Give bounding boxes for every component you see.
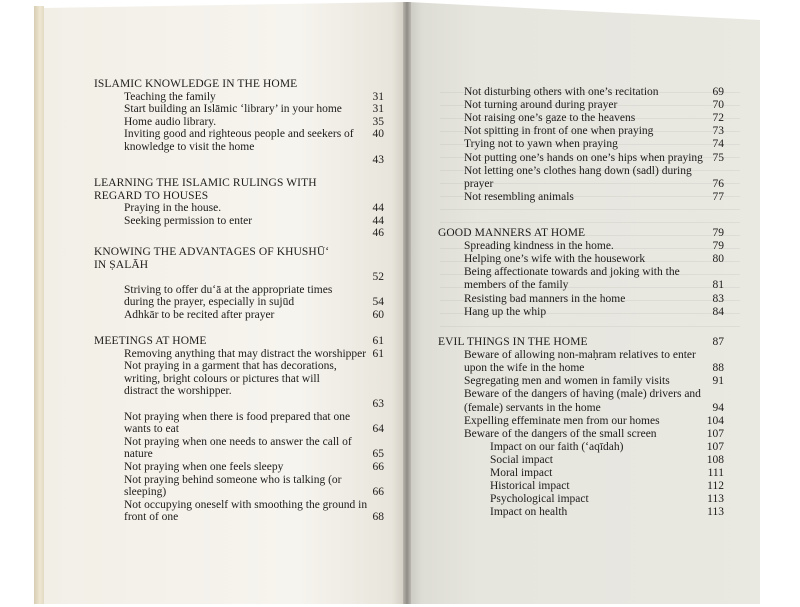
page-number: 88	[712, 362, 724, 375]
page-number: 61	[372, 347, 384, 360]
page-number: 61	[372, 335, 384, 347]
toc-entry: distract the worshipper.	[124, 385, 232, 398]
toc-entry: Being affectionate towards and joking with the	[464, 266, 680, 279]
page-number: 66	[372, 486, 384, 499]
toc-entry: Not letting one’s clothes hang down (sadl) during	[464, 164, 692, 177]
page-number: 74	[712, 138, 724, 151]
toc-entry: sleeping)	[124, 486, 167, 499]
toc-entry: Praying in the house.	[124, 202, 222, 215]
page-number: 52	[372, 271, 384, 284]
page-number: 35	[372, 115, 384, 128]
toc-sub-entry: Moral impact	[490, 467, 553, 479]
toc-entry: Not praying in a garment that has decorations,	[124, 360, 337, 373]
book-page-edges	[34, 6, 44, 604]
page-number: 75	[712, 151, 724, 164]
toc-entry: (female) servants in the home	[464, 401, 601, 414]
page-number: 111	[707, 467, 724, 479]
toc-entry: Not praying behind someone who is talking (or	[124, 473, 342, 486]
toc-entry: Segregating men and women in family visits	[464, 375, 670, 388]
toc-entry: upon the wife in the home	[464, 362, 585, 375]
page-number: 72	[712, 112, 724, 125]
page-number: 40	[372, 128, 384, 141]
toc-entry: Trying not to yawn when praying	[464, 138, 618, 151]
page-number: 81	[712, 279, 724, 292]
page-number: 76	[712, 177, 724, 190]
section-heading-cont: REGARD TO HOUSES	[94, 189, 209, 202]
page-number: 113	[707, 506, 724, 519]
page-number: 44	[372, 202, 384, 215]
toc-sub-entry: Psychological impact	[490, 493, 589, 506]
page-number: 91	[712, 375, 724, 388]
page-number: 68	[372, 511, 384, 524]
page-number: 69	[712, 86, 724, 98]
toc-entry: nature	[124, 448, 153, 461]
page-number: 46	[372, 227, 384, 240]
toc-entry: Beware of the dangers of the small screen	[464, 427, 657, 440]
page-number: 31	[372, 90, 384, 103]
toc-entry: Not praying when one needs to answer the call of	[124, 435, 352, 448]
page-number: 43	[372, 153, 384, 166]
toc-entry: Helping one’s wife with the housework	[464, 253, 646, 266]
section-heading: ISLAMIC KNOWLEDGE IN THE HOME	[94, 78, 298, 90]
toc-entry: Seeking permission to enter	[124, 214, 253, 227]
toc-entry: Expelling effeminate men from our homes	[464, 414, 660, 427]
section-heading: MEETINGS AT HOME	[94, 335, 207, 347]
page-number: 84	[712, 305, 724, 318]
toc-entry: Beware of the dangers of having (male) drivers and	[464, 388, 701, 401]
toc-entry: Striving to offer du‘ā at the appropriate times	[124, 283, 333, 296]
section-heading: EVIL THINGS IN THE HOME	[438, 336, 588, 348]
page-number: 104	[706, 414, 724, 427]
page-number: 77	[712, 190, 724, 203]
toc-entry: wants to eat	[124, 423, 179, 436]
page-number: 79	[712, 240, 724, 253]
toc-entry: front of one	[124, 511, 179, 524]
section-heading: LEARNING THE ISLAMIC RULINGS WITH	[94, 177, 317, 189]
toc-entry: Not turning around during prayer	[464, 99, 618, 112]
page-number: 112	[707, 480, 724, 493]
toc-entry: Start building an Islāmic ‘library’ in your home	[124, 103, 342, 116]
page-number: 73	[712, 125, 724, 138]
toc-entry: Not praying when there is food prepared that one	[124, 410, 351, 423]
page-number: 108	[706, 453, 724, 466]
toc-sub-entry: Historical impact	[490, 480, 570, 493]
toc-entry: Home audio library.	[124, 115, 217, 128]
toc-sub-entry: Impact on our faith (‘aqīdah)	[490, 440, 624, 453]
toc-entry: Beware of allowing non-maḥram relatives to enter	[464, 349, 696, 362]
toc-entry: Not occupying oneself with smoothing the ground in	[124, 498, 368, 511]
page-number: 65	[372, 448, 384, 461]
page-number: 80	[712, 253, 724, 266]
toc-entry: Teaching the family	[124, 90, 216, 103]
toc-entry: Not disturbing others with one’s recitation	[464, 86, 659, 98]
toc-entry: Not resembling animals	[464, 190, 574, 203]
page-number: 44	[372, 214, 384, 227]
toc-entry: Not putting one’s hands on one’s hips when praying	[464, 151, 703, 164]
page-number: 70	[712, 99, 724, 112]
page-number: 83	[712, 292, 724, 305]
toc-entry: Removing anything that may distract the worshipper	[124, 347, 367, 360]
toc-sub-entry: Impact on health	[490, 506, 568, 519]
page-number: 54	[372, 296, 384, 309]
page-number: 113	[707, 493, 724, 506]
left-table-of-contents	[94, 78, 384, 538]
toc-entry: Adhkār to be recited after prayer	[124, 309, 275, 321]
page-number: 63	[372, 398, 384, 410]
right-table-of-contents	[438, 86, 728, 531]
toc-entry: Spreading kindness in the home.	[464, 240, 614, 253]
toc-entry: writing, bright colours or pictures that will	[124, 372, 320, 385]
page-number: 79	[712, 227, 724, 239]
page-number: 87	[712, 336, 724, 348]
page-number: 107	[706, 427, 724, 440]
page-number: 66	[372, 461, 384, 473]
section-heading-cont: IN ṢALĀH	[94, 258, 149, 271]
toc-entry: prayer	[464, 177, 494, 190]
toc-entry: Not spitting in front of one when praying	[464, 125, 654, 138]
toc-entry: members of the family	[464, 279, 569, 292]
toc-entry: Not raising one’s gaze to the heavens	[464, 112, 636, 125]
toc-entry: Not praying when one feels sleepy	[124, 461, 284, 473]
book-gutter	[403, 2, 411, 604]
page-number: 60	[372, 309, 384, 321]
toc-entry: during the prayer, especially in sujūd	[124, 296, 295, 309]
toc-entry: Hang up the whip	[464, 305, 547, 318]
page-number: 94	[712, 401, 724, 414]
page-number: 107	[706, 440, 724, 453]
section-heading: GOOD MANNERS AT HOME	[438, 227, 586, 239]
page-number: 64	[372, 423, 384, 436]
toc-sub-entry: Social impact	[490, 453, 553, 466]
toc-entry: Resisting bad manners in the home	[464, 292, 626, 305]
section-heading: KNOWING THE ADVANTAGES OF KHUSHŪ‘	[94, 246, 330, 258]
page-number: 31	[372, 103, 384, 116]
toc-entry: Inviting good and righteous people and seekers of	[124, 128, 354, 141]
toc-entry: knowledge to visit the home	[124, 141, 255, 153]
